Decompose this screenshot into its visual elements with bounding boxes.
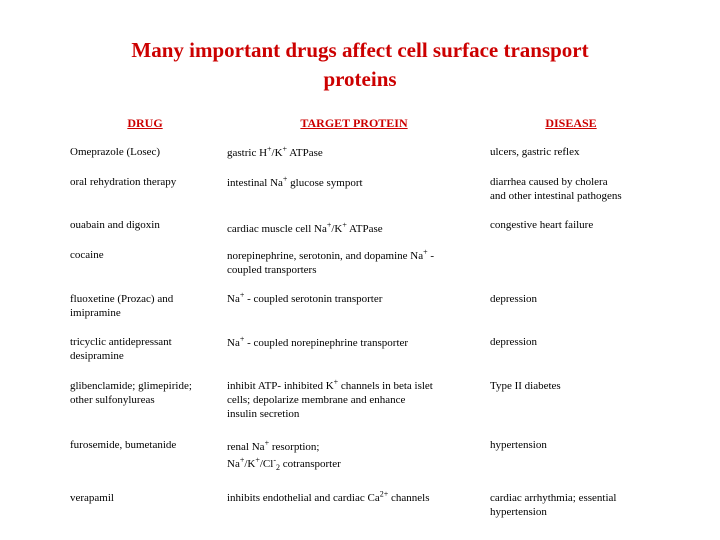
charge-superscript: + [267, 144, 272, 154]
disease-text: and other intestinal pathogens [490, 190, 622, 202]
target-text: renal Na [227, 441, 265, 453]
target-text: /Cl [259, 458, 274, 470]
charge-superscript: + [264, 438, 270, 448]
disease-text: depression [490, 293, 538, 305]
target-cell [227, 146, 323, 160]
drug-cell [70, 335, 172, 363]
drug-name: desipramine [70, 350, 124, 362]
drug-name: oral rehydration therapy [70, 176, 177, 188]
column-header-drug: DRUG [127, 116, 163, 130]
target-text: - [427, 250, 435, 262]
disease-cell [490, 379, 561, 393]
drug-cell [70, 292, 173, 320]
charge-superscript: + [282, 144, 288, 154]
charge-superscript: + [239, 290, 245, 300]
target-text: inhibits endothelial and cardiac Ca [227, 492, 380, 504]
charge-superscript: + [282, 174, 288, 184]
target-text: Na [227, 458, 240, 470]
disease-cell [490, 335, 537, 349]
charge-superscript: + [239, 334, 245, 344]
drug-name: cocaine [70, 249, 104, 261]
target-cell [227, 440, 341, 471]
target-text: intestinal Na [227, 177, 283, 189]
drug-name: Omeprazole (Losec) [70, 146, 161, 158]
drug-name: glibenclamide; glimepiride; [70, 380, 192, 392]
target-text: gastric H [227, 147, 268, 159]
drug-name: furosemide, bumetanide [70, 439, 177, 451]
disease-text: diarrhea caused by cholera [490, 176, 608, 188]
target-text: Na [227, 293, 240, 305]
disease-cell [490, 218, 593, 232]
disease-cell [490, 491, 616, 519]
target-text: /K [331, 223, 343, 235]
slide-title [60, 36, 660, 94]
charge-superscript: + [423, 247, 428, 257]
target-text: - coupled serotonin transporter [244, 293, 383, 305]
drug-cell [70, 218, 160, 232]
drug-cell [70, 491, 114, 505]
target-text: insulin secretion [227, 408, 300, 420]
drug-cell [70, 145, 160, 159]
drug-name: fluoxetine (Prozac) and [70, 293, 174, 305]
target-cell [227, 379, 433, 421]
drug-cell [70, 248, 104, 262]
drug-cell [70, 175, 176, 189]
charge-superscript: + [326, 220, 332, 230]
disease-text: depression [490, 336, 538, 348]
disease-text: hypertension [490, 506, 547, 518]
disease-text: ulcers, gastric reflex [490, 146, 580, 158]
target-text: inhibit ATP- inhibited K [227, 380, 334, 392]
charge-superscript: + [342, 220, 347, 230]
charge-superscript: + [333, 377, 339, 387]
drug-name: ouabain and digoxin [70, 219, 160, 231]
disease-cell [490, 292, 537, 306]
target-cell [227, 491, 429, 505]
charge-superscript: 2+ [379, 489, 389, 499]
subscript-number: 2 [275, 463, 280, 473]
target-text: ATPase [346, 223, 383, 235]
target-cell [227, 222, 383, 236]
target-text: channels [388, 492, 430, 504]
target-text: Na [227, 337, 240, 349]
drug-name: other sulfonylureas [70, 394, 155, 406]
target-text: norepinephrine, serotonin, and dopamine Na [227, 250, 424, 262]
disease-cell [490, 145, 579, 159]
target-cell [227, 336, 408, 350]
drug-name: imipramine [70, 307, 121, 319]
drug-name: tricyclic antidepressant [70, 336, 172, 348]
charge-superscript: - [273, 455, 276, 465]
disease-text: hypertension [490, 439, 547, 451]
target-text: cells; depolarize membrane and enhance [227, 394, 406, 406]
disease-text: cardiac arrhythmia; essential [490, 492, 617, 504]
drug-cell [70, 379, 192, 407]
target-text: /K [244, 458, 256, 470]
target-cell [227, 249, 434, 277]
drug-cell [70, 438, 176, 452]
target-text: glucose symport [287, 177, 363, 189]
target-cell [227, 176, 363, 190]
target-text: channels in beta islet [338, 380, 433, 392]
drug-name: verapamil [70, 492, 114, 504]
target-text: resorption; [269, 441, 320, 453]
slide-title-line-1: Many important drugs affect cell surface transport [131, 38, 589, 62]
target-text: /K [271, 147, 283, 159]
charge-superscript: + [255, 455, 260, 465]
target-text: - coupled norepinephrine transporter [244, 337, 409, 349]
column-header-target-protein: TARGET PROTEIN [300, 116, 408, 130]
disease-cell [490, 438, 547, 452]
column-header-disease: DISEASE [545, 116, 597, 130]
target-cell [227, 292, 382, 306]
charge-superscript: + [239, 455, 245, 465]
disease-text: Type II diabetes [490, 380, 561, 392]
disease-cell [490, 175, 622, 203]
target-text: cotransporter [279, 458, 341, 470]
target-text: coupled transporters [227, 264, 317, 276]
disease-text: congestive heart failure [490, 219, 594, 231]
target-text: ATPase [287, 147, 323, 159]
slide-title-line-2: proteins [323, 67, 397, 91]
target-text: cardiac muscle cell Na [227, 223, 327, 235]
